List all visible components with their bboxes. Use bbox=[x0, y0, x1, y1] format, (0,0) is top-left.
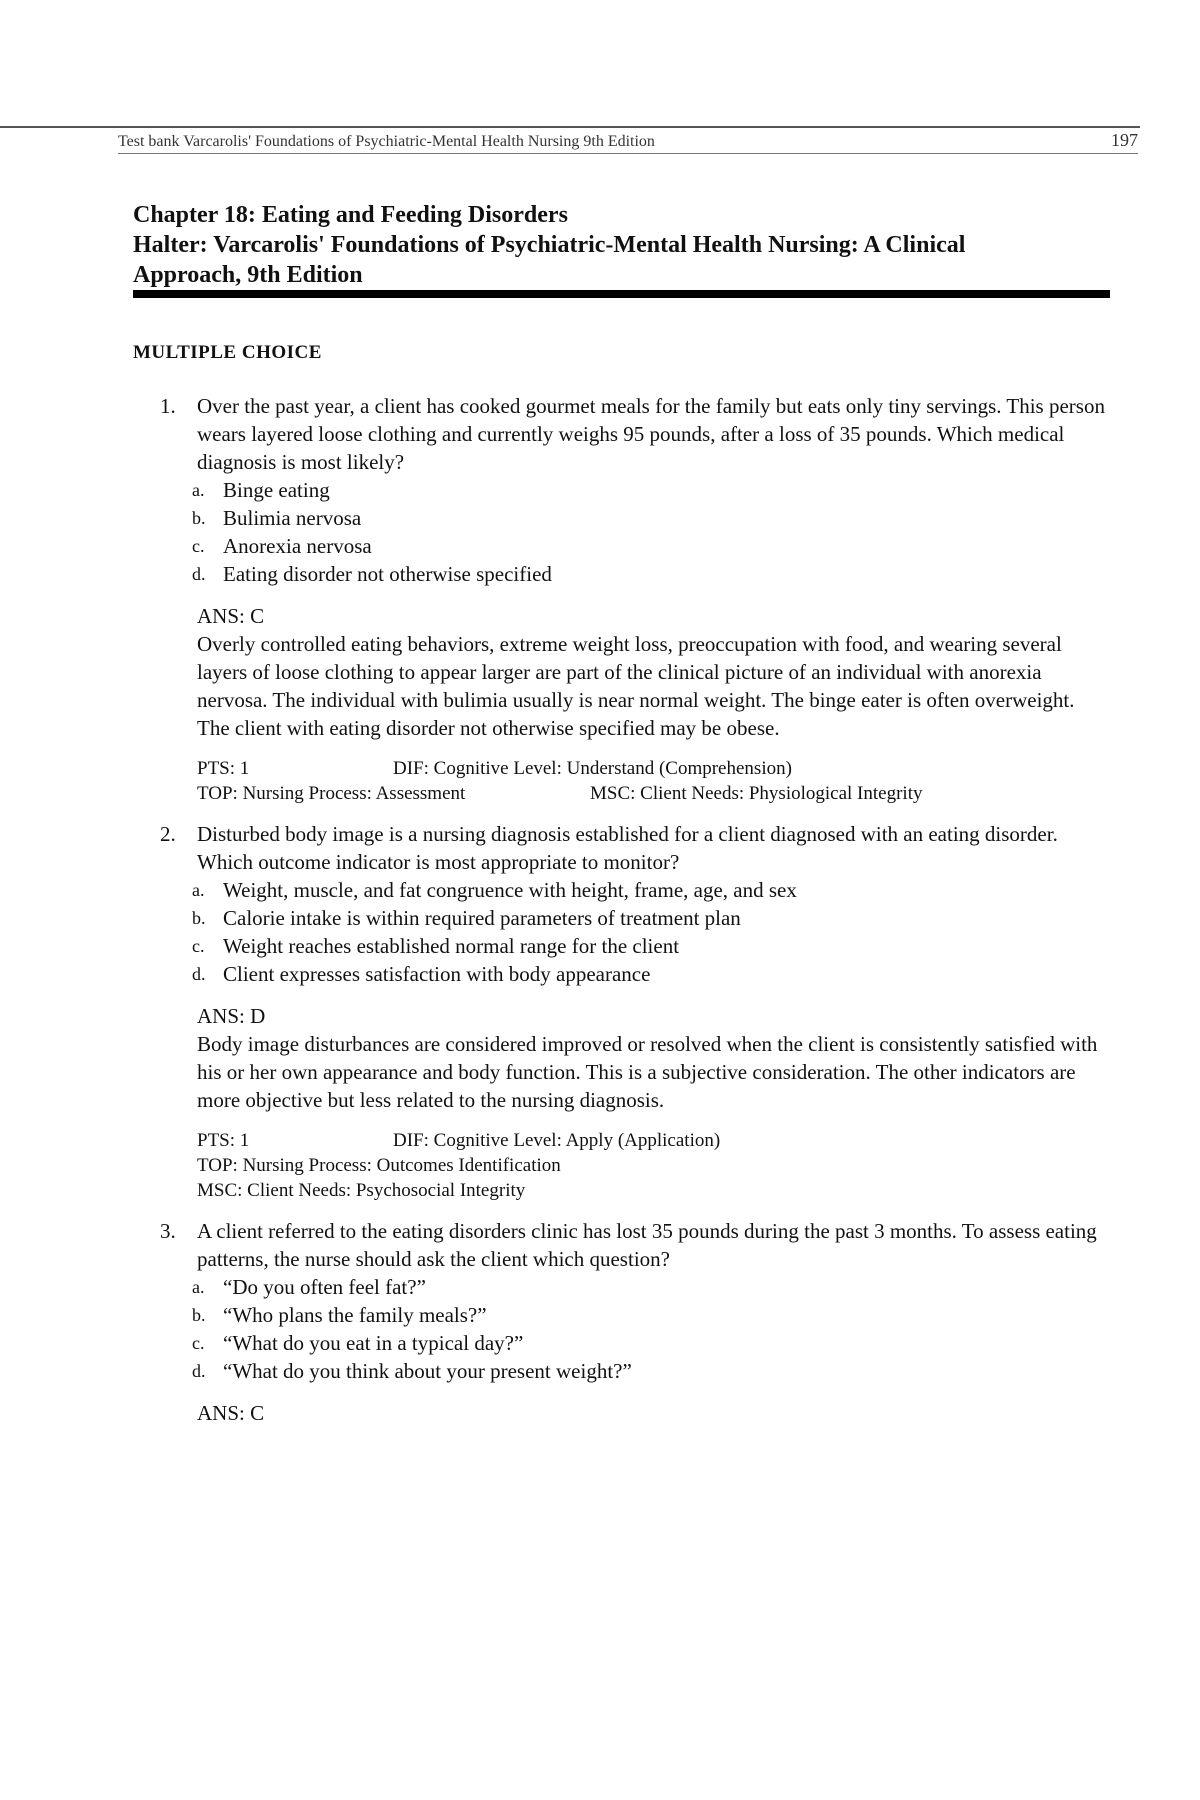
option-text: Weight reaches established normal range for the client bbox=[223, 934, 680, 958]
question-stem: A client referred to the eating disorders clinic has lost 35 pounds during the past 3 months. To assess eating patterns, the nurse should ask the client which question? bbox=[197, 1219, 1097, 1271]
option-text: Calorie intake is within required parameters of treatment plan bbox=[223, 906, 741, 930]
option-list bbox=[192, 876, 1110, 988]
client-needs: MSC: Client Needs: Physiological Integrity bbox=[590, 783, 923, 804]
topic: TOP: Nursing Process: Outcomes Identification bbox=[197, 1155, 561, 1176]
difficulty: DIF: Cognitive Level: Apply (Application) bbox=[393, 1130, 721, 1151]
book-title-line-1: Halter: Varcarolis' Foundations of Psychiatric-Mental Health Nursing: A Clinical bbox=[133, 232, 966, 258]
option-c bbox=[192, 532, 1110, 560]
option-letter: b. bbox=[192, 908, 206, 928]
top-rule bbox=[0, 126, 1140, 128]
option-letter: c. bbox=[192, 536, 205, 556]
option-text: “What do you eat in a typical day?” bbox=[223, 1331, 524, 1355]
option-a bbox=[192, 876, 1110, 904]
option-letter: d. bbox=[192, 564, 206, 584]
option-d bbox=[192, 1357, 1110, 1385]
option-text: Binge eating bbox=[223, 478, 330, 502]
option-a bbox=[192, 476, 1110, 504]
running-header-text: Test bank Varcarolis' Foundations of Psychiatric-Mental Health Nursing 9th Edition bbox=[118, 133, 655, 150]
question-number: 1. bbox=[160, 394, 176, 418]
option-a bbox=[192, 1273, 1110, 1301]
topic: TOP: Nursing Process: Assessment bbox=[197, 783, 466, 804]
title-rule bbox=[133, 290, 1110, 298]
rationale: Overly controlled eating behaviors, extreme weight loss, preoccupation with food, and wearing several layers of loose clothing to appear larger are part of the clinical picture of an individual with anorexia nervosa. The individual with bulimia usually is near normal weight. The binge eater is often overweight. The client with eating disorder not otherwise specified may be obese. bbox=[197, 632, 1075, 740]
option-list bbox=[192, 476, 1110, 588]
question-number: 2. bbox=[160, 822, 176, 846]
option-b bbox=[192, 504, 1110, 532]
question-2 bbox=[160, 820, 1110, 1203]
option-text: Client expresses satisfaction with body appearance bbox=[223, 962, 651, 986]
option-text: Eating disorder not otherwise specified bbox=[223, 562, 552, 586]
option-text: Bulimia nervosa bbox=[223, 506, 362, 530]
option-letter: a. bbox=[192, 1277, 205, 1297]
section-heading: MULTIPLE CHOICE bbox=[133, 342, 322, 363]
client-needs: MSC: Client Needs: Psychosocial Integrity bbox=[197, 1180, 526, 1201]
rationale: Body image disturbances are considered improved or resolved when the client is consistently satisfied with his or her own appearance and body function. This is a subjective consideration. The other indicators are more objective but less related to the nursing diagnosis. bbox=[197, 1032, 1098, 1112]
option-text: “Who plans the family meals?” bbox=[223, 1303, 487, 1327]
option-letter: a. bbox=[192, 880, 205, 900]
answer-key: ANS: C bbox=[197, 604, 265, 628]
option-list bbox=[192, 1273, 1110, 1385]
chapter-title: Chapter 18: Eating and Feeding Disorders bbox=[133, 202, 568, 228]
points: PTS: 1 bbox=[197, 1130, 250, 1151]
option-text: “What do you think about your present weight?” bbox=[223, 1359, 632, 1383]
book-title-line-2: Approach, 9th Edition bbox=[133, 262, 363, 288]
question-metadata bbox=[197, 1128, 1110, 1203]
option-letter: d. bbox=[192, 964, 206, 984]
option-text: “Do you often feel fat?” bbox=[223, 1275, 426, 1299]
running-header bbox=[118, 130, 1138, 154]
option-text: Anorexia nervosa bbox=[223, 534, 372, 558]
question-stem: Over the past year, a client has cooked gourmet meals for the family but eats only tiny servings. This person wears layered loose clothing and currently weighs 95 pounds, after a loss of 35 pounds. Which medical diagnosis is most likely? bbox=[197, 394, 1105, 474]
option-letter: c. bbox=[192, 936, 205, 956]
question-stem: Disturbed body image is a nursing diagnosis established for a client diagnosed with an eating disorder. Which outcome indicator is most appropriate to monitor? bbox=[197, 822, 1058, 874]
question-number: 3. bbox=[160, 1219, 176, 1243]
option-letter: a. bbox=[192, 480, 205, 500]
page-number: 197 bbox=[1111, 130, 1138, 150]
option-c bbox=[192, 1329, 1110, 1357]
option-letter: c. bbox=[192, 1333, 205, 1353]
difficulty: DIF: Cognitive Level: Understand (Comprehension) bbox=[393, 758, 792, 779]
question-list bbox=[160, 392, 1110, 1441]
option-d bbox=[192, 560, 1110, 588]
option-letter: d. bbox=[192, 1361, 206, 1381]
option-b bbox=[192, 1301, 1110, 1329]
option-letter: b. bbox=[192, 508, 206, 528]
chapter-title-block bbox=[133, 200, 1110, 290]
answer-key: ANS: D bbox=[197, 1004, 266, 1028]
answer-key: ANS: C bbox=[197, 1401, 265, 1425]
option-b bbox=[192, 904, 1110, 932]
option-text: Weight, muscle, and fat congruence with height, frame, age, and sex bbox=[223, 878, 797, 902]
question-3 bbox=[160, 1217, 1110, 1427]
option-d bbox=[192, 960, 1110, 988]
points: PTS: 1 bbox=[197, 758, 250, 779]
option-letter: b. bbox=[192, 1305, 206, 1325]
question-metadata bbox=[197, 756, 1110, 806]
option-c bbox=[192, 932, 1110, 960]
question-1 bbox=[160, 392, 1110, 806]
